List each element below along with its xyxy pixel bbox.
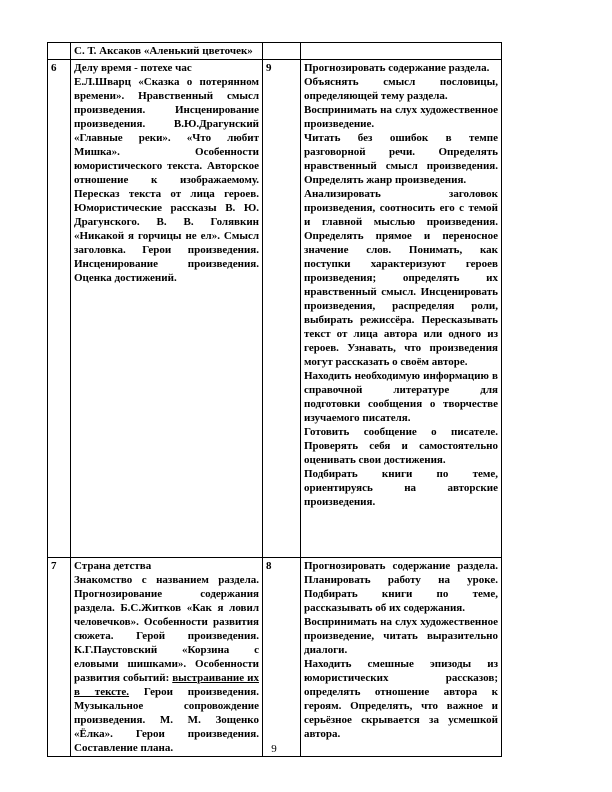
- work-title: С. Т. Аксаков «Аленький цветочек»: [74, 45, 253, 57]
- section-title: Делу время - потехе час: [74, 62, 192, 74]
- curriculum-table: [47, 42, 502, 757]
- section-content-cell: [71, 558, 263, 757]
- description-part: Герои произведения. Музыкальное сопровождение произведения. М. М. Зощенко «Ёлка». Герои произведения. Составление плана.: [74, 686, 259, 754]
- activity-paragraph: Объяснять смысл пословицы, определяющей тему раздела.: [304, 76, 498, 102]
- row-number-cell: [48, 60, 71, 558]
- activities-cell: [301, 60, 502, 558]
- row-number-cell: [48, 558, 71, 757]
- activity-paragraph: Прогнозировать содержание раздела. Планировать работу на уроке. Подбирать книги по теме, рассказывать об их содержания.: [304, 560, 498, 614]
- section-content-cell: [71, 43, 263, 60]
- activity-paragraph: Находить необходимую информацию в справочной литературе для подготовки сообщения о творчестве изучаемого писателя.: [304, 370, 498, 424]
- activities-cell: [301, 43, 502, 60]
- activity-paragraph: Читать без ошибок в темпе разговорной речи. Определять нравственный смысл произведения. Определять жанр произведения.: [304, 132, 498, 186]
- description-part-underlined: выстраивание их в тексте.: [74, 672, 259, 698]
- section-description: Е.Л.Шварц «Сказка о потерянном времени». Нравственный смысл произведения. Инсценирование произведения. В.Ю.Драгунский «Главные реки». «Что любит Мишка». Особенности юмористического текста. Авторское отношение к изображаемому. Пересказ текста от лица героев. Юмористические рассказы В. Ю. Драгунского. В. В. Голявкин «Никакой я горчицы не ел». Смысл заголовка. Герои произведения. Инсценирование произведения. Оценка достижений.: [74, 76, 259, 284]
- activity-paragraph: Воспринимать на слух художественное произведение, читать выразительно диалоги.: [304, 616, 498, 656]
- row-number-cell: [48, 43, 71, 60]
- activities-cell: [301, 558, 502, 757]
- page-number: 9: [271, 743, 277, 755]
- table-row: [48, 558, 502, 757]
- hours-cell: [263, 60, 301, 558]
- activity-paragraph: Прогнозировать содержание раздела.: [304, 62, 490, 74]
- activity-paragraph: Анализировать заголовок произведения, соотносить его с темой и главной мыслью произведения. Определять прямое и переносное значение слов. Понимать, как поступки характеризуют героев произведения; определять их нравственный смысл. Инсценировать произведения, распределяя роли, выбирать режиссёра. Пересказывать текст от лица автора или одного из героев. Узнавать, что произведения могут рассказать о своём авторе.: [304, 188, 498, 368]
- section-content-cell: [71, 60, 263, 558]
- hours-value: 8: [266, 560, 272, 572]
- activity-paragraph: Находить смешные эпизоды из юмористических рассказов; определять отношение автора к героям. Определять, что важное и серьёзное скрывается за усмешкой автора.: [304, 658, 498, 740]
- table-row-continuation: [48, 43, 502, 60]
- description-part: Знакомство с названием раздела. Прогнозирование содержания раздела. Б.С.Житков «Как я ловил человечков». Особенности развития сюжета. Герой произведения. К.Г.Паустовский «Корзина с еловыми шишками». Особенности развития событий:: [74, 574, 259, 684]
- section-title: Страна детства: [74, 560, 152, 572]
- activity-paragraph: Готовить сообщение о писателе. Проверять себя и самостоятельно оценивать свои достижения.: [304, 426, 498, 466]
- activity-paragraph: Подбирать книги по теме, ориентируясь на авторские произведения.: [304, 468, 498, 508]
- hours-cell: [263, 558, 301, 757]
- activity-paragraph: Воспринимать на слух художественное произведение.: [304, 104, 498, 130]
- row-number: 7: [51, 560, 57, 572]
- section-description: [74, 573, 259, 755]
- hours-cell: [263, 43, 301, 60]
- hours-value: 9: [266, 62, 272, 74]
- table-row: [48, 60, 502, 558]
- row-number: 6: [51, 62, 57, 74]
